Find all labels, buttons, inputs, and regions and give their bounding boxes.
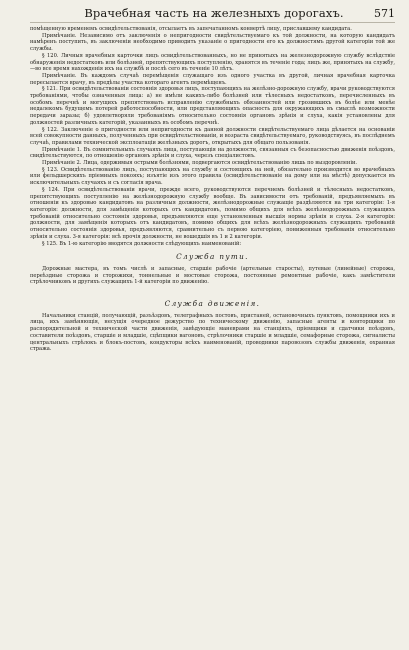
section-spacer [30, 286, 395, 294]
page-header [30, 6, 395, 23]
body-paragraph: § 121. При освидѣтельствованіи состоянія здоровья лицъ, поступающихъ на желѣзно-дорожную службу, врачи руководствуются требованіями, чтобы означенныя лица: а) не имѣли какихъ-либо болѣзней или тѣлесныхъ недостатковъ, перечисленныхъ въ особомъ перечнѣ и могущихъ препятствовать исправленію служебныхъ обязанностей или грозившихъ въ болѣе или менѣе недалекомъ будущемъ потерей работоспособности, или представляющихъ опасность для окружающихъ въ смыслѣ возможности передачи заразы; б) удовлетворяли требованіямъ относительно состоянія органовъ зрѣнія и слуха, какія установлены для должностей различныхъ категорій, указанныхъ въ особомъ перечнѣ. [30, 86, 395, 126]
body-paragraph: § 124. При освидѣтельствованіи врачи, прежде всего, руководствуются перечнемъ болѣзней и тѣлесныхъ недостатковъ, препятствующихъ поступленію на желѣзнодорожную службу вообще. Въ зависимости отъ требованій, предъявляемыхъ въ отношеніи къ здоровью кандидатовъ на различныя должности, желѣзнодорожные служащіе раздѣляются на три категоріи: 1-я категорія: должности, для замѣщенія которыхъ отъ кандидатовъ, помимо общихъ для всѣхъ желѣзнодорожныхъ служащихъ требованій относительно состоянія здоровья, предъявляются еще установленныя высшія нормы зрѣнія и слуха. 2-я категорія: должности, для замѣщенія которыхъ отъ кандидатовъ, помимо общихъ для всѣхъ желѣзнодорожныхъ служащихъ требованій относительно состоянія здоровья, предъявляются, сравнительно съ первою категоріею, пониженныя требованія относительно зрѣнія и слуха. 3-я категорія: всѣ прочія должности, не вошедшія въ 1 и 2 категоріи. [30, 186, 395, 240]
paragraph-group-1 [30, 26, 395, 247]
body-paragraph: § 122. Заключеніе о пригодности или непригодности къ данной должности свидѣтельствуемаго лица дѣлается на основаніи всей совокупности данныхъ, полученныхъ при освидѣтельствованіи, и возраста свидѣтельствуемаго, руководствуясь, въ послѣднемъ случаѣ, правилами технической эксплоатаціи желѣзныхъ дорогъ, открытыхъ для общаго пользованія. [30, 126, 395, 146]
body-paragraph: Примѣчаніе. Въ каждомъ случаѣ перемѣщенія служащаго изъ одного участка въ другой, личная врачебная карточка пересылается врачу, въ предѣлы участка котораго агентъ перемѣщенъ. [30, 72, 395, 86]
body-paragraph: помѣщенную временемъ освидѣтельствованія, отсылаетъ въ запечатанномъ конвертѣ лицу, приславшему кандидата. [30, 26, 352, 32]
page-body [30, 26, 395, 353]
body-paragraph: Примѣчаніе. Независимо отъ заключенія о непригодности свидѣтельствуемаго къ той должности, на которую кандидатъ намѣренъ поступить, въ заключеніи необходимо приводить указаніе о пригодности его къ должностямъ другой категоріи той же службы. [30, 32, 395, 53]
section-heading-track-service: Служба пути. [176, 252, 249, 262]
body-paragraph: § 120. Личныя врачебныя карточки лицъ освидѣтельствованныхъ, но не принятыхъ на железнодорожную службу вслѣдствіе обнаруженія недостатковъ или болѣзней, препятствующихъ поступленію, хранятся въ теченіе года; лицъ же, принятыхъ на службу,—во все время нахожденія ихъ на службѣ и послѣ сего въ теченіе 10 лѣтъ. [30, 52, 395, 73]
body-paragraph: § 123. Освидѣтельствованію лицъ, поступающихъ на службу и состоящихъ на ней, обязательно производится во врачебныхъ или фельдшерскихъ пріемныхъ покояхъ; изъятіе изъ этого правила (освидѣтельствованіе на дому или на мѣстѣ) допускается въ исключительныхъ случаяхъ и съ согласія врача. [30, 166, 395, 187]
running-title: Врачебная часть на железныхъ дорогахъ. [84, 6, 344, 20]
body-paragraph: Начальники станцій, получающій, разъѣздовъ, телеграфныхъ постовъ, пристаней, остановочныхъ пунктовъ, помощники ихъ и лица, ихъ замѣняющія, несущія очередное дежурство по техническому движенію, запасные агенты и конторщики по распорядительной и технической части движенія, завѣдующіе маневрами на станціяхъ, пріемщики и сдатчики поѣздовъ, составители поѣздовъ, старшіе и младшіе, сцѣпщики вагоновъ, стрѣлочники старшіе и младшіе, семафорные сторожа, сигналисты центральныхъ стрѣлокъ и блокъ-постовъ, кондукторы всѣхъ наименованій, проводники паровозовъ службы движенія, охранная стража. [30, 312, 395, 353]
body-paragraph: Дорожные мастера, въ томъ числѣ и запасные, старшіе рабочіе (артельные старосты), путевые (линейные) сторожа, переѣздные сторожа и сторожихи, тоннельные и мостовые сторожа, постоянные ремонтные рабочіе, какъ замѣстители стрѣлочниковъ и другихъ служащихъ 1-й категоріи по движенію. [30, 265, 395, 286]
body-paragraph: Примѣчаніе 1. Въ сомнительныхъ случаяхъ лица, поступающія на должности, связанныя съ безопасностью движенія поѣздовъ, свидѣтельствуются, по отношенію органовъ зрѣнія и слуха, черезъ спеціалистовъ. [30, 146, 395, 160]
body-paragraph: § 125. Въ 1-ю категорію вводятся должности слѣдующихъ наименованій: [42, 240, 242, 247]
section-heading-traffic-service: Служба движенія. [164, 299, 261, 309]
paragraph-group-3 [30, 313, 395, 353]
body-paragraph: Примѣчаніе 2. Лица, одержимыя острыми болѣзнями, подвергаются освидѣтельствованію лишь по выздоровленіи. [42, 160, 358, 167]
paragraph-group-2 [30, 266, 395, 286]
page-number: 571 [374, 7, 395, 20]
